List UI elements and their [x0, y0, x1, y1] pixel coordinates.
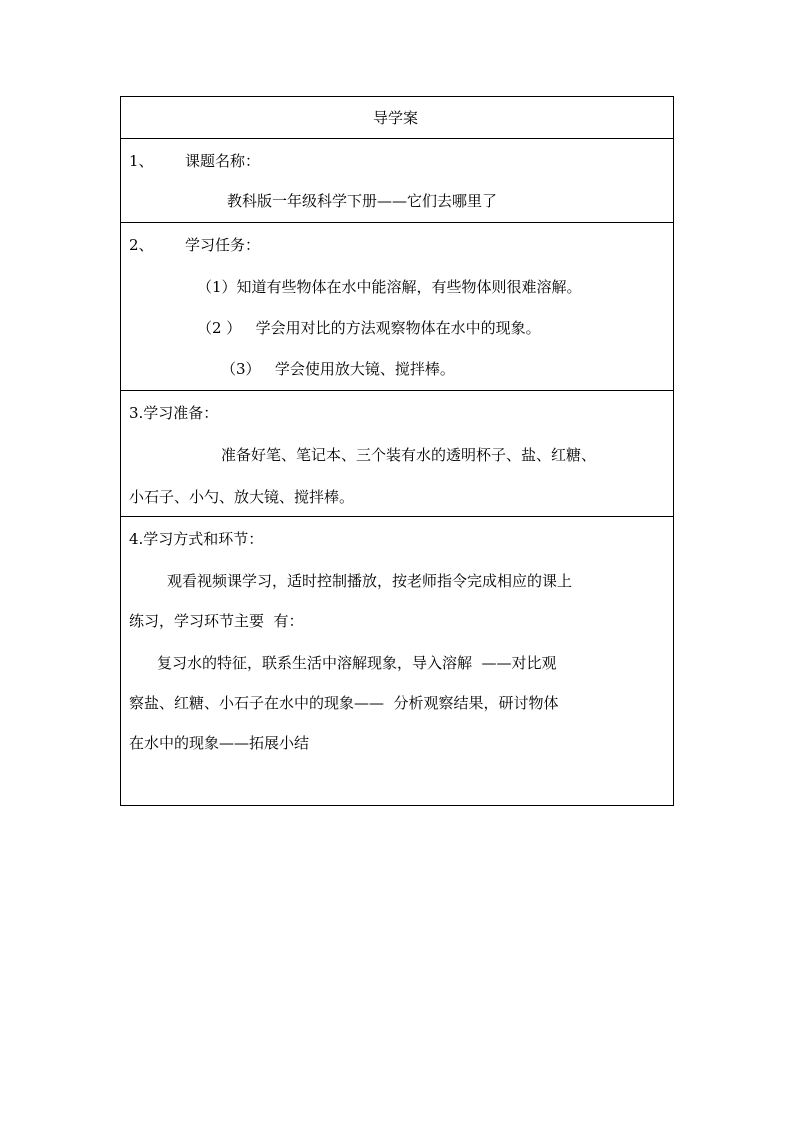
- method-paragraph-line: 在水中的现象——拓展小结: [129, 734, 310, 752]
- method-paragraph-line: 练习，学习环节主要 有：: [129, 612, 304, 630]
- method-paragraph-line: 察盐、红糖、小石子在水中的现象—— 分析观察结果，研讨物体: [129, 694, 559, 712]
- section-1-number: 1、: [129, 152, 154, 170]
- section-4-heading: 4.学习方式和环节：: [129, 530, 264, 548]
- section-2-heading: 学习任务：: [185, 236, 261, 254]
- section-topic: [121, 139, 673, 223]
- title-row: [121, 97, 673, 139]
- task-item: （1）知道有些物体在水中能溶解，有些物体则很难溶解。: [197, 278, 582, 296]
- task-item: （3） 学会使用放大镜、搅拌棒。: [221, 360, 455, 378]
- section-3-heading: 3.学习准备：: [129, 404, 219, 422]
- preparation-line: 准备好笔、笔记本、三个装有水的透明杯子、盐、红糖、: [221, 446, 597, 464]
- section-2-number: 2、: [129, 236, 154, 254]
- task-item: （2 ） 学会用对比的方法观察物体在水中的现象。: [197, 319, 541, 337]
- section-method: [121, 517, 673, 805]
- method-paragraph-line: 复习水的特征，联系生活中溶解现象，导入溶解 ——对比观: [157, 654, 557, 672]
- topic-name: 教科版一年级科学下册——它们去哪里了: [227, 192, 498, 210]
- section-preparation: [121, 391, 673, 517]
- method-paragraph-line: 观看视频课学习，适时控制播放，按老师指令完成相应的课上: [167, 572, 573, 590]
- table-title: 导学案: [373, 109, 419, 127]
- section-tasks: [121, 223, 673, 391]
- preparation-line: 小石子、小勺、放大镜、搅拌棒。: [129, 488, 355, 506]
- section-1-heading: 课题名称：: [185, 152, 261, 170]
- study-guide-table: [120, 96, 674, 806]
